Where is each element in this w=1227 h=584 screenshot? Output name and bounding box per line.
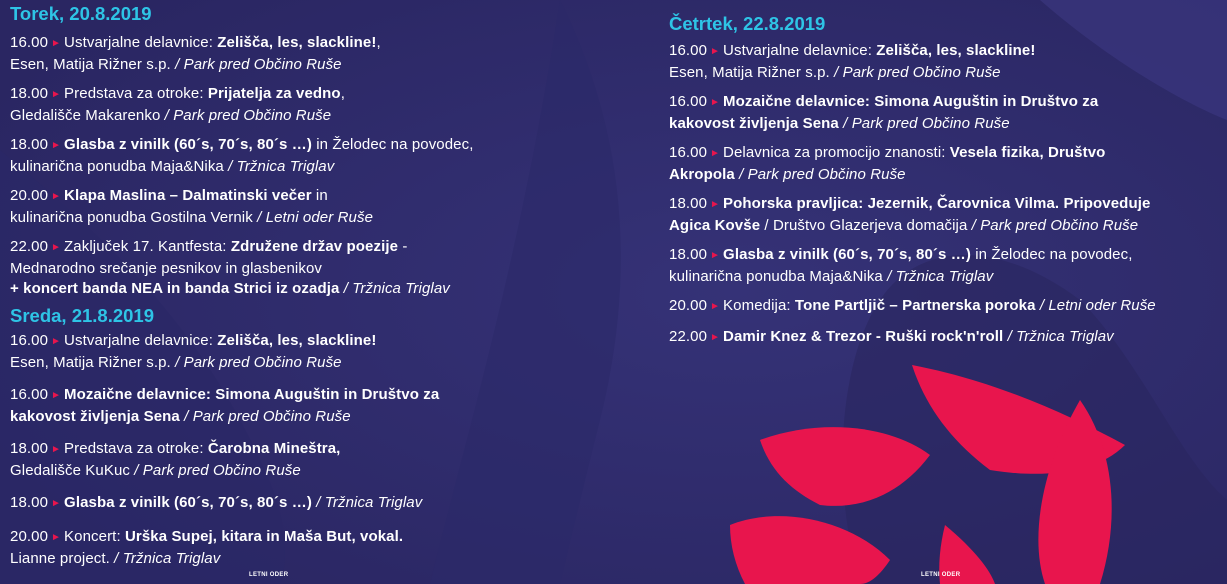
event-text: Glasba z vinilk (60´s, 70´s, 80´s …) [723, 246, 971, 263]
arrow-icon: ► [710, 332, 721, 343]
event-text: Združene držav poezije [230, 238, 399, 255]
event-cetrtek-7 [669, 327, 1156, 349]
arrow-icon: ► [51, 336, 62, 347]
event-text: / Park pred Občino Ruše [175, 56, 342, 73]
event-text: 16.00 [10, 386, 49, 403]
arrow-icon: ► [51, 38, 62, 49]
event-text: / Park pred Občino Ruše [734, 166, 906, 183]
event-cetrtek-2 [669, 92, 1156, 134]
event-text: Glasba z vinilk (60´s, 70´s, 80´s …) [64, 136, 312, 153]
event-text: / Tržnica Triglav [887, 268, 994, 285]
event-text: Predstava za otroke: [64, 440, 208, 457]
event-text: / Tržnica Triglav [1003, 328, 1114, 345]
event-text: + koncert banda NEA in banda Strici iz ozadja [10, 280, 340, 297]
event-text: Agica Kovše [669, 217, 761, 234]
event-sreda-1 [10, 331, 439, 373]
event-text: / Park pred Občino Ruše [164, 107, 332, 124]
event-torek-5 [10, 237, 474, 299]
event-text: in Želodec na povodec, [970, 246, 1133, 263]
event-text: / Letni oder Ruše [257, 209, 374, 226]
event-text: / Tržnica Triglav [228, 158, 335, 175]
event-text: Vesela fizika, Društvo [949, 144, 1106, 161]
event-text: , [340, 85, 345, 102]
event-text: Delavnica za promocijo znanosti: [723, 144, 950, 161]
event-text: Komedija: [723, 297, 795, 314]
event-text: Lianne project. [10, 550, 115, 567]
event-text: Esen, Matija Rižner s.p. [10, 354, 176, 371]
event-text: Tone Partljič – Partnerska poroka [794, 297, 1036, 314]
torek-section [10, 3, 474, 308]
event-sreda-4 [10, 493, 439, 515]
event-text: , [376, 34, 381, 51]
event-text: 18.00 [10, 440, 49, 457]
event-text: 22.00 [669, 328, 708, 345]
event-sreda-2 [10, 385, 439, 427]
event-text: kulinarična ponudba Maja&Nika [10, 158, 229, 175]
event-text: / Društvo Glazerjeva domačija [760, 217, 972, 234]
event-text: Mednarodno srečanje pesnikov in glasbenikov [10, 260, 322, 277]
event-text: 18.00 [669, 246, 708, 263]
event-text: Pohorska pravljica: Jezernik, Čarovnica Vilma. Pripoveduje [723, 195, 1151, 212]
event-text: 20.00 [669, 297, 708, 314]
event-text: Glasba z vinilk (60´s, 70´s, 80´s …) [64, 494, 312, 511]
event-text: kakovost življenja Sena [669, 115, 839, 132]
event-text: kulinarična ponudba Gostilna Vernik [10, 209, 258, 226]
event-time: 16.00 [10, 34, 49, 51]
event-text: / Park pred Občino Ruše [834, 64, 1001, 81]
event-text: 22.00 [10, 238, 49, 255]
arrow-icon: ► [710, 97, 721, 108]
event-text: / Park pred Občino Ruše [134, 462, 301, 479]
event-text: Ustvarjalne delavnice: [723, 42, 877, 59]
event-text: 16.00 [669, 93, 708, 110]
event-text: 18.00 [10, 494, 49, 511]
event-text: 18.00 [669, 195, 708, 212]
arrow-icon: ► [710, 148, 721, 159]
event-text: / Park pred Občino Ruše [838, 115, 1010, 132]
arrow-icon: ► [51, 444, 62, 455]
event-text: Zelišča, les, slackline! [876, 42, 1036, 59]
arrow-icon: ► [710, 301, 721, 312]
event-text: Predstava za otroke: [64, 85, 208, 102]
event-text: Zelišča, les, slackline! [217, 34, 377, 51]
day-heading-cetrtek: Četrtek, 22.8.2019 [669, 13, 826, 34]
event-text: / Park pred Občino Ruše [971, 217, 1139, 234]
arrow-icon: ► [51, 532, 62, 543]
event-text: Gledališče KuKuc [10, 462, 135, 479]
event-text: Damir Knez & Trezor - Ruški rock'n'roll [723, 328, 1004, 345]
event-sreda-5 [10, 527, 439, 569]
arrow-icon: ► [51, 191, 62, 202]
event-text: - [398, 238, 408, 255]
event-cetrtek-4 [669, 194, 1156, 236]
event-text: Akropola [669, 166, 735, 183]
event-text: 16.00 [10, 332, 49, 349]
event-torek-2 [10, 84, 474, 126]
arrow-icon: ► [51, 140, 62, 151]
arrow-icon: ► [51, 498, 62, 509]
event-text: 20.00 [10, 187, 49, 204]
arrow-icon: ► [710, 46, 721, 57]
day-heading-torek: Torek, 20.8.2019 [10, 3, 152, 24]
day-heading-sreda: Sreda, 21.8.2019 [10, 305, 154, 326]
arrow-icon: ► [710, 199, 721, 210]
cetrtek-section [669, 13, 1156, 358]
event-text: / Tržnica Triglav [311, 494, 423, 511]
event-sreda-3 [10, 439, 439, 481]
event-text: kulinarična ponudba Maja&Nika [669, 268, 888, 285]
event-text: Zelišča, les, slackline! [217, 332, 377, 349]
event-text: Zaključek 17. Kantfesta: [64, 238, 231, 255]
event-text: / Letni oder Ruše [1035, 297, 1156, 314]
footer-logo-right: LETNI ODER [921, 572, 961, 578]
arrow-icon: ► [710, 250, 721, 261]
event-text: Ustvarjalne delavnice: [64, 332, 218, 349]
event-text: / Tržnica Triglav [339, 280, 450, 297]
event-cetrtek-1 [669, 41, 1156, 83]
event-text: / Park pred Občino Ruše [179, 408, 351, 425]
event-cetrtek-5 [669, 245, 1156, 287]
footer-logo-left: LETNI ODER [249, 572, 289, 578]
event-text: Mozaične delavnice: Simona Auguštin in Društvo za [723, 93, 1099, 110]
event-text: in [311, 187, 328, 204]
event-text: Esen, Matija Rižner s.p. [669, 64, 835, 81]
arrow-icon: ► [51, 390, 62, 401]
event-text: Ustvarjalne delavnice: [64, 34, 218, 51]
event-text: / Park pred Občino Ruše [175, 354, 342, 371]
event-text: Urška Supej, kitara in Maša But, vokal. [124, 528, 404, 545]
event-text: / Tržnica Triglav [114, 550, 221, 567]
event-text: 16.00 [669, 144, 708, 161]
event-torek-4 [10, 186, 474, 228]
event-text: Klapa Maslina – Dalmatinski večer [64, 187, 312, 204]
event-text: Koncert: [64, 528, 125, 545]
event-torek-1 [10, 33, 474, 75]
event-cetrtek-3 [669, 143, 1156, 185]
arrow-icon: ► [51, 242, 62, 253]
event-text: Gledališče Makarenko [10, 107, 165, 124]
event-text: in Želodec na povodec, [311, 136, 474, 153]
event-text: 18.00 [10, 85, 49, 102]
event-text: Čarobna Mineštra, [207, 440, 341, 457]
event-text: 18.00 [10, 136, 49, 153]
event-text: kakovost življenja Sena [10, 408, 180, 425]
event-cetrtek-6 [669, 296, 1156, 318]
arrow-icon: ► [51, 89, 62, 100]
event-torek-3 [10, 135, 474, 177]
event-text: Mozaične delavnice: Simona Auguštin in Društvo za [64, 386, 440, 403]
event-text: Prijatelja za vedno [207, 85, 341, 102]
event-text: Esen, Matija Rižner s.p. [10, 56, 176, 73]
event-text: 16.00 [669, 42, 708, 59]
event-text: 20.00 [10, 528, 49, 545]
sreda-section [10, 305, 439, 578]
